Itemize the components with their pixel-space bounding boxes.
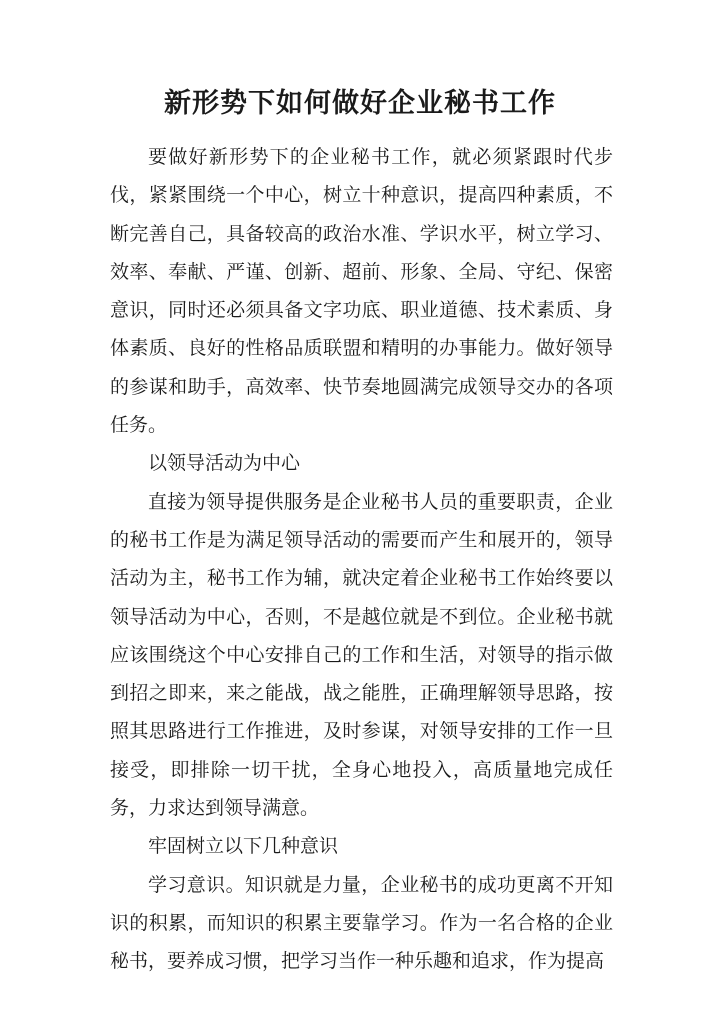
paragraph-intro: 要做好新形势下的企业秘书工作，就必须紧跟时代步伐，紧紧围绕一个中心，树立十种意识，提高四种素质，不断完善自己，具备较高的政治水准、学识水平，树立学习、效率、奉献、严谨、创新、超前、形象、全局、守纪、保密意识，同时还必须具备文字功底、职业道德、技术素质、身体素质、良好的性格品质联盟和精明的办事能力。做好领导的参谋和助手，高效率、快节奏地圆满完成领导交办的各项任务。	[110, 146, 613, 437]
section-heading-awareness: 牢固树立以下几种意识	[148, 835, 339, 858]
paragraph-leadership-center: 直接为领导提供服务是企业秘书人员的重要职责，企业的秘书工作是为满足领导活动的需要而产生和展开的，领导活动为主，秘书工作为辅，就决定着企业秘书工作始终要以领导活动为中心，否则，不是越位就是不到位。企业秘书就应该围绕这个中心安排自己的工作和生活，对领导的指示做到招之即来，来之能战，战之能胜，正确理解领导思路，按照其思路进行工作推进，及时参谋，对领导安排的工作一旦接受，即排除一切干扰，全身心地投入，高质量地完成任务，力求达到领导满意。	[110, 490, 613, 820]
paragraph-learning-awareness: 学习意识。知识就是力量，企业秘书的成功更离不开知识的积累，而知识的积累主要靠学习。作为一名合格的企业秘书，要养成习惯，把学习当作一种乐趣和追求，作为提高	[110, 873, 613, 973]
section-heading-leadership-center: 以领导活动为中心	[148, 452, 301, 475]
document-title: 新形势下如何做好企业秘书工作	[164, 88, 556, 119]
document-body	[110, 138, 613, 981]
